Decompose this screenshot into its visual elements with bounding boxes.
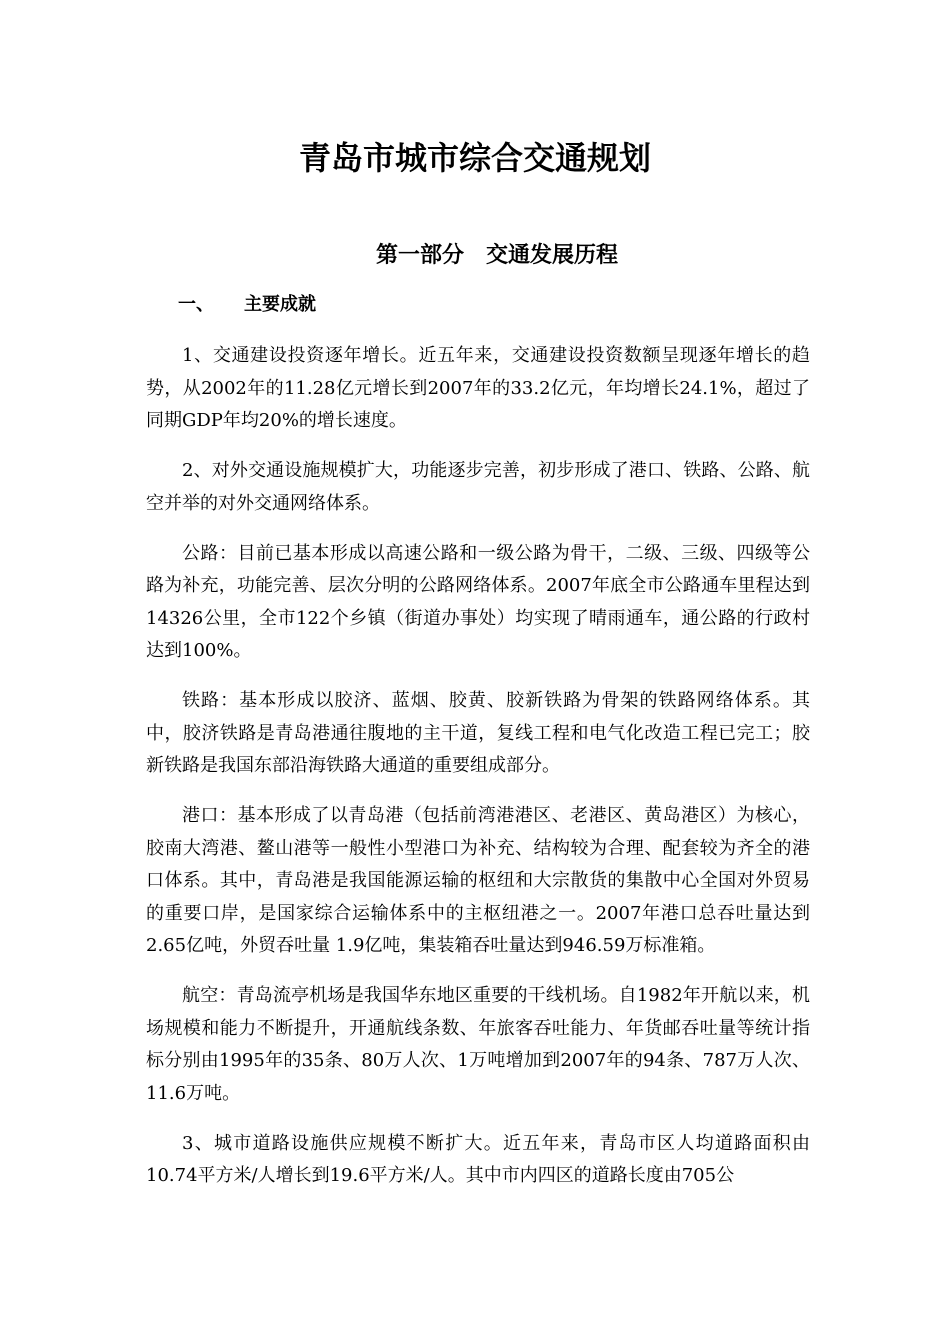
paragraph-external-transport: 2、对外交通设施规模扩大，功能逐步完善，初步形成了港口、铁路、公路、航空并举的对外交通网络体系。 [146, 460, 810, 514]
part-title: 第一部分 交通发展历程 [375, 243, 618, 268]
document-body [146, 340, 810, 1210]
section-number: 一、 [178, 294, 214, 315]
document-title: 青岛市城市综合交通规划 [298, 139, 651, 177]
paragraph-highway: 公路：目前已基本形成以高速公路和一级公路为骨干，二级、三级、四级等公路为补充，功能完善、层次分明的公路网络体系。2007年底全市公路通车里程达到14326公里，全市122个乡镇（街道办事处）均实现了晴雨通车，通公路的行政村达到100%。 [146, 542, 810, 661]
paragraph-urban-roads: 3、城市道路设施供应规模不断扩大。近五年来，青岛市区人均道路面积由10.74平方米/人增长到19.6平方米/人。其中市内四区的道路长度由705公 [146, 1132, 810, 1186]
section-title: 主要成就 [244, 294, 316, 315]
paragraph-railway: 铁路：基本形成以胶济、蓝烟、胶黄、胶新铁路为骨架的铁路网络体系。其中，胶济铁路是青岛港通往腹地的主干道，复线工程和电气化改造工程已完工；胶新铁路是我国东部沿海铁路大通道的重要组成部分。 [146, 690, 810, 776]
paragraph-aviation: 航空：青岛流亭机场是我国华东地区重要的干线机场。自1982年开航以来，机场规模和能力不断提升，开通航线条数、年旅客吞吐能力、年货邮吞吐量等统计指标分别由1995年的35条、80万人次、1万吨增加到2007年的94条、787万人次、11.6万吨。 [146, 985, 810, 1104]
paragraph-port: 港口：基本形成了以青岛港（包括前湾港港区、老港区、黄岛港区）为核心，胶南大湾港、鳌山港等一般性小型港口为补充、结构较为合理、配套较为齐全的港口体系。其中，青岛港是我国能源运输的枢纽和大宗散货的集散中心全国对外贸易的重要口岸，是国家综合运输体系中的主枢纽港之一。2007年港口总吞吐量达到2.65亿吨，外贸吞吐量 1.9亿吨，集装箱吞吐量达到946.59万标准箱。 [146, 805, 810, 956]
paragraph-investment: 1、交通建设投资逐年增长。近五年来，交通建设投资数额呈现逐年增长的趋势，从2002年的11.28亿元增长到2007年的33.2亿元，年均增长24.1%，超过了同期GDP年均20%的增长速度。 [146, 345, 810, 431]
section-heading [178, 291, 316, 319]
